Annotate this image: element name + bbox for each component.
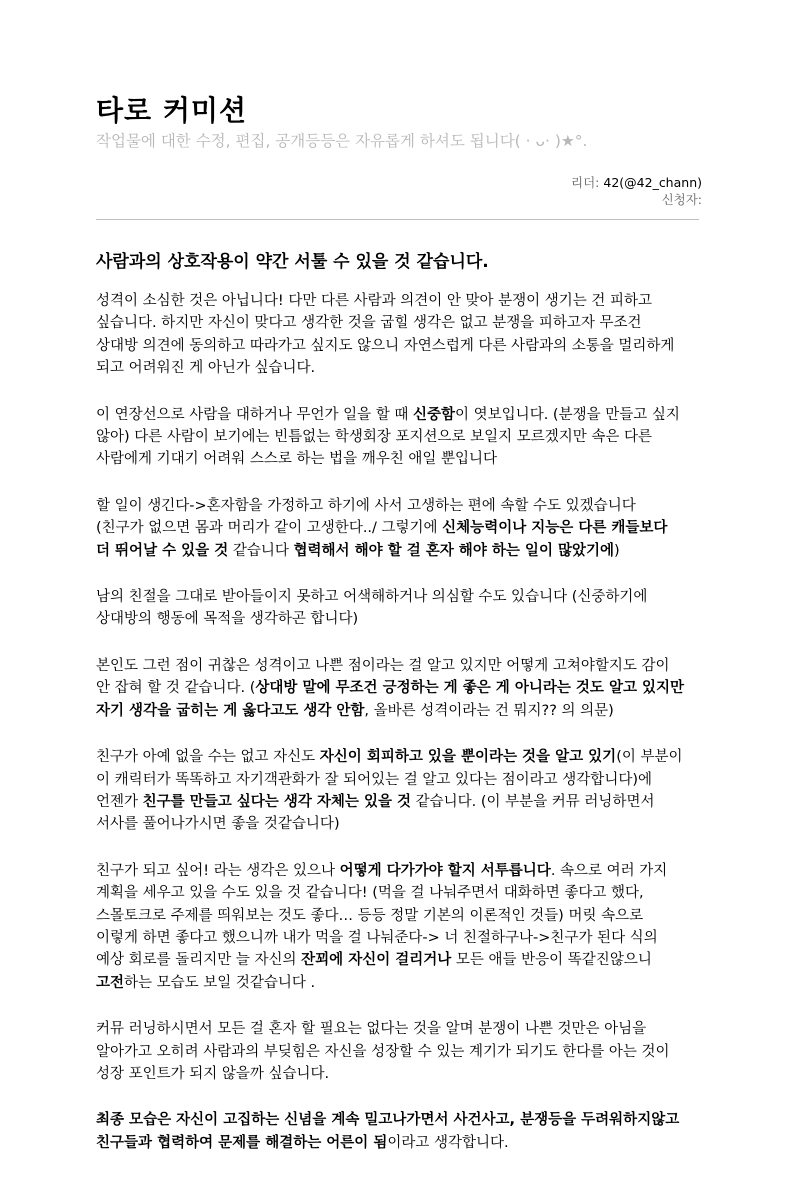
emphasis-text: 최종 모습은	[96, 1112, 177, 1129]
paragraph-line	[96, 972, 706, 994]
text-run: 모든 애들 반응이 똑같진않으니	[451, 952, 652, 969]
emphasis-text: 어떻게 다가가야 할지 서투릅니다	[339, 862, 551, 879]
text-run: 같습니다. (이 부분을 커뮤 러닝하면서	[411, 793, 655, 810]
paragraph	[96, 655, 706, 722]
text-run: 성장 포인트가 되지 않을까 싶습니다.	[96, 1065, 330, 1082]
paragraph-line	[96, 495, 706, 517]
section-heading	[96, 250, 489, 274]
paragraph-line	[96, 905, 706, 927]
text-run: (이 부분이	[616, 749, 683, 766]
text-run: 친구가 아예 없을 수는 없고 자신도	[96, 749, 320, 766]
text-run: 스몰토크로 주제를 띄워보는 것도 좋다… 등등 정말 기본의 이론적인 것들) 머릿 속으로	[96, 907, 644, 924]
paragraph	[96, 586, 706, 631]
paragraph-line	[96, 540, 706, 562]
text-run: 같습니다	[228, 542, 294, 559]
paragraph-line	[96, 927, 706, 949]
text-run: 커뮤 러닝하시면서 모든 걸 혼자 할 필요는 없다는 것을 알며 분쟁이 나쁜 것만은 아님을	[96, 1021, 647, 1038]
text-run: 계획을 세우고 있을 수도 있을 것 같습니다! (먹을 걸 나눠주면서 대화하면 좋다고 했다,	[96, 885, 644, 902]
paragraph-line	[96, 949, 706, 971]
paragraph-line	[96, 700, 706, 722]
paragraph-line	[96, 1041, 706, 1063]
paragraph-line	[96, 655, 706, 677]
document-subtitle: 작업물에 대한 수정, 편집, 공개등등은 자유롭게 하셔도 됩니다( · ᴗ· )★°.	[96, 132, 588, 150]
paragraph-line	[96, 357, 706, 379]
emphasis-text: 자신이 고집하는 신념을 계속 밀고나가면서 사건사고, 분쟁등을 두려워하지않고	[176, 1112, 680, 1129]
paragraph-line	[96, 1132, 706, 1154]
paragraph-line	[96, 517, 706, 539]
paragraph-line	[96, 860, 706, 882]
reader-row	[571, 174, 702, 191]
text-run: 남의 친절을 그대로 받아들이지 못하고 어색해하거나 의심할 수도 있습니다 (신중하기에	[96, 589, 648, 606]
emphasis-text: 자기 생각을 굽히는 게 옳다고도 생각 안함	[96, 702, 365, 719]
document-title: 타로 커미션	[96, 94, 247, 127]
text-run: 서사를 풀어나가시면 좋을 것같습니다)	[96, 816, 340, 833]
reader-value: 42(@42_chann)	[603, 175, 702, 190]
paragraph-line	[96, 769, 706, 791]
text-run: 이 엿보입니다. (분쟁을 만들고 싶지	[455, 406, 680, 423]
text-run: , 올바른 성격이라는 건 뭐지?? 의 의문)	[364, 702, 614, 719]
paragraph-line	[96, 404, 706, 426]
emphasis-text: 상대방 말에 무조건 긍정하는 게 좋은 게 아니라는 것도 알고 있지만	[255, 680, 685, 697]
text-run: 알아가고 오히려 사람과의 부딪힘은 자신을 성장할 수 있는 계기가 되기도 한다를 아는 것이	[96, 1043, 670, 1060]
paragraph-line	[96, 746, 706, 768]
paragraph	[96, 1018, 706, 1085]
applicant-label: 신청자:	[661, 192, 702, 207]
text-run: 되고 어려워진 게 아닌가 싶습니다.	[96, 360, 316, 377]
paragraph-line	[96, 791, 706, 813]
emphasis-text: 신체능력이나 지능은 다른 캐들보다	[442, 520, 668, 537]
document-body	[96, 290, 706, 1178]
text-run: )	[614, 542, 620, 559]
reader-label: 리더:	[571, 175, 604, 190]
text-run: 상대방 의견에 동의하고 따라가고 싶지도 않으니 자연스럽게 다른 사람과의 소통을 멀리하게	[96, 337, 675, 354]
text-run: 언젠가	[96, 793, 143, 810]
paragraph	[96, 290, 706, 380]
emphasis-text: 잔꾀에 자신이 걸리거나	[301, 952, 452, 969]
paragraph	[96, 746, 706, 836]
heading-bold: 사람과의 상호작용이 약간 서툴 수 있을 것	[96, 252, 411, 272]
paragraph-line	[96, 312, 706, 334]
text-run: 이라고 생각합니다.	[387, 1134, 509, 1151]
text-run: 않아) 다른 사람이 보기에는 빈틈없는 학생회장 포지션으로 보일지 모르겠지만 속은 다른	[96, 429, 652, 446]
text-run: 이렇게 하면 좋다고 했으니까 내가 먹을 걸 나눠준다-> 너 친절하구나->친구가 된다 식의	[96, 929, 658, 946]
header-divider	[96, 219, 699, 220]
text-run: 안 잡혀 할 것 같습니다. (	[96, 680, 256, 697]
paragraph-line	[96, 586, 706, 608]
paragraph	[96, 495, 706, 562]
text-run: 사람에게 기대기 어려워 스스로 하는 법을 깨우친 애일 뿐입니다	[96, 451, 498, 468]
emphasis-text: 신중함	[413, 406, 456, 423]
paragraph-line	[96, 608, 706, 630]
emphasis-text: 고전	[96, 974, 125, 991]
emphasis-text: 친구들과 협력하여 문제를 해결하는 어른이 됨	[96, 1134, 388, 1151]
text-run: 본인도 그런 점이 귀찮은 성격이고 나쁜 점이라는 걸 알고 있지만 어떻게 고쳐야할지도 감이	[96, 657, 670, 674]
paragraph-line	[96, 882, 706, 904]
text-run: 할 일이 생긴다->혼자함을 가정하고 하기에 사서 고생하는 편에 속할 수도 있겠습니다	[96, 497, 636, 514]
paragraph-line	[96, 1109, 706, 1131]
text-run: 예상 회로를 돌리지만 늘 자신의	[96, 952, 302, 969]
text-run: 이 캐릭터가 똑똑하고 자기객관화가 잘 되어있는 걸 알고 있다는 점이라고 생각합니다)에	[96, 771, 652, 788]
paragraph-line	[96, 426, 706, 448]
paragraph-line	[96, 813, 706, 835]
text-run: 싶습니다. 하지만 자신이 맞다고 생각한 것을 굽힐 생각은 없고 분쟁을 피하고자 무조건	[96, 315, 642, 332]
text-run: 성격이 소심한 것은 아닙니다! 다만 다른 사람과 의견이 안 맞아 분쟁이 생기는 건 피하고	[96, 293, 652, 309]
paragraph-line	[96, 677, 706, 699]
text-run: 하는 모습도 보일 것같습니다 .	[124, 974, 316, 991]
text-run: 친구가 되고 싶어! 라는 생각은 있으나	[96, 862, 340, 879]
text-run: 상대방의 행동에 목적을 생각하곤 합니다)	[96, 611, 359, 628]
paragraph-line	[96, 448, 706, 470]
text-run: (친구가 없으면 몸과 머리가 같이 고생한다../ 그렇기에	[96, 520, 443, 537]
emphasis-text: 협력해서 해야 할 걸 혼자 해야 하는 일이 많았기에	[293, 542, 615, 559]
paragraph-line	[96, 290, 706, 312]
emphasis-text: 자신이 회피하고 있을 뿐이라는 것을 알고 있기	[319, 749, 617, 766]
paragraph-line	[96, 335, 706, 357]
heading-rest: 같습니다.	[410, 252, 489, 272]
paragraph	[96, 860, 706, 994]
paragraph	[96, 404, 706, 471]
text-run: . 속으로 여러 가지	[550, 862, 668, 879]
text-run: 이 연장선으로 사람을 대하거나 무언가 일을 할 때	[96, 406, 414, 423]
reading-meta	[571, 174, 702, 208]
paragraph-line	[96, 1063, 706, 1085]
emphasis-text: 더 뛰어날 수 있을 것	[96, 542, 229, 559]
paragraph-line	[96, 1018, 706, 1040]
applicant-row	[571, 191, 702, 208]
emphasis-text: 친구를 만들고 싶다는 생각 자체는 있을 것	[142, 793, 412, 810]
